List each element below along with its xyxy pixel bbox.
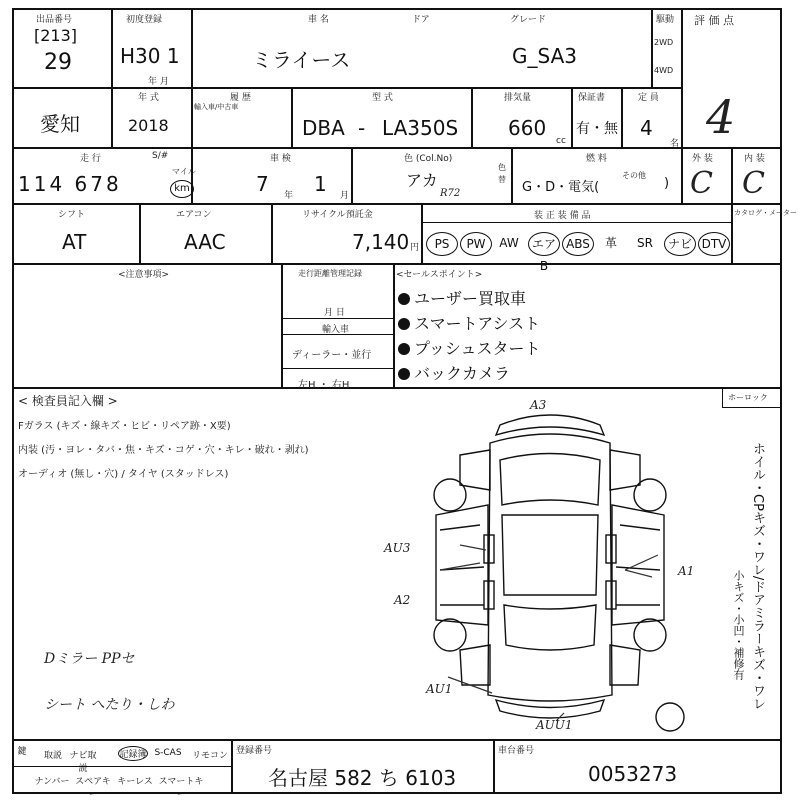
- chassis-value: 0053273: [588, 762, 678, 786]
- option-label: カタログ・メーター: [734, 209, 797, 217]
- mark-a2: A2: [394, 593, 411, 607]
- inspection-year: 7: [256, 172, 269, 196]
- warranty-value: 有・無: [576, 121, 618, 137]
- history-sub: 輸入車/中古車: [194, 103, 239, 111]
- equipment-label: 装 正 装 備 品: [534, 211, 591, 221]
- mileage-unit-km: km: [170, 180, 194, 198]
- notes-label: <注意事項>: [118, 270, 170, 280]
- remote-label: リモコン: [191, 751, 228, 761]
- inspection-title: < 検査員記入欄 >: [18, 394, 118, 408]
- region-value: 愛知: [40, 112, 80, 136]
- mileage-unit-label: S/#: [152, 151, 169, 161]
- first-reg-value: H30 1: [120, 44, 180, 68]
- record-divider-1: [282, 318, 394, 319]
- recycle-label: リサイクル預託金: [302, 210, 373, 220]
- equipment-item: ナビ: [664, 232, 696, 256]
- inspection-month: 1: [314, 172, 327, 196]
- inspection-line-2: 内装 (汚・ヨレ・タバ・焦・キズ・コゲ・穴・キレ・破れ・剥れ): [18, 445, 309, 456]
- ac-value: AAC: [184, 230, 226, 254]
- model-code: LA350S: [382, 116, 459, 140]
- hand-note-2: シート へたり・しわ: [44, 697, 175, 713]
- displacement-unit: cc: [556, 136, 566, 146]
- capacity-label: 定 員: [638, 93, 659, 103]
- ac-label: エアコン: [176, 210, 212, 220]
- scas-label: S-CAS: [154, 748, 182, 758]
- year-label: 年 式: [138, 93, 159, 103]
- record-divider-2: [282, 334, 394, 335]
- color-value: アカ: [406, 171, 438, 190]
- interior-label: 内 装: [744, 154, 765, 164]
- drive-2wd: 2WD: [654, 38, 674, 47]
- inspection-line-3: オーディオ (無し・穴) / タイヤ (スタッドレス): [18, 469, 229, 480]
- inspection-label: 車 検: [270, 154, 291, 164]
- mileage-unit-mile: マイル: [172, 167, 196, 176]
- grade-value: G_SA3: [512, 44, 577, 68]
- exterior-value: C: [690, 166, 713, 201]
- record-book-label: 記録簿: [118, 746, 148, 761]
- shift-value: AT: [62, 230, 87, 254]
- sales-point: スマートアシスト: [398, 311, 540, 334]
- door-label: ドア: [412, 15, 430, 25]
- inspection-line-1: Fガラス (キズ・線キズ・ヒビ・リペア跡・X要): [18, 421, 231, 432]
- mark-auu1: AUU1: [536, 718, 573, 732]
- score-value: 4: [706, 90, 736, 144]
- inspection-year-unit: 年: [284, 191, 294, 201]
- model-dash: -: [358, 116, 366, 140]
- equipment-item: 革: [604, 236, 617, 250]
- fuel-close: ): [664, 176, 670, 191]
- fuel-label: 燃 料: [586, 154, 607, 164]
- equipment-item: PS: [426, 232, 458, 256]
- side-note: ホイル・CPキズ・ワレ/ドアミラーキズ・ワレ: [750, 442, 765, 711]
- year-value: 2018: [128, 116, 169, 135]
- capacity-unit: 名: [670, 139, 680, 149]
- color-code: R72: [440, 188, 461, 199]
- handle-label: 左H ・ 右H: [298, 380, 350, 391]
- dealer-label: ディーラー・並行: [292, 350, 372, 361]
- reg-no-label: 登録番号: [236, 746, 273, 756]
- equipment-item: PW: [460, 232, 492, 256]
- notes-cell: [12, 264, 282, 388]
- manual-label: 取説: [43, 751, 62, 761]
- import-label: 輸入車: [322, 325, 350, 335]
- spare-key-label: スペアキー: [75, 777, 111, 800]
- color-sub: 色替: [498, 163, 506, 184]
- car-name: ミライース: [252, 48, 351, 72]
- capacity-value: 4: [640, 116, 653, 140]
- sales-point: プッシュスタート: [398, 336, 541, 359]
- shift-label: シフト: [58, 210, 86, 220]
- nav-manual-label: ナビ取説: [69, 751, 97, 774]
- lot-number: 29: [44, 50, 72, 75]
- equipment-item: AW: [499, 236, 519, 250]
- first-reg-unit: 年 月: [148, 77, 169, 87]
- equipment-item: SR: [637, 236, 653, 250]
- equipment-divider: [422, 222, 732, 223]
- car-name-label: 車 名: [308, 15, 329, 25]
- equipment-item: エアB: [528, 232, 560, 256]
- footer-flags-divider: [12, 766, 232, 767]
- lot-label: 出品番号: [36, 15, 73, 25]
- mark-a1: A1: [678, 564, 695, 578]
- chassis-label: 車台番号: [498, 746, 535, 756]
- score-label: 評 価 点: [694, 14, 734, 27]
- keys-label: 鍵: [17, 747, 27, 757]
- mileage-label: 走 行: [80, 154, 101, 164]
- mark-au1: AU1: [426, 682, 453, 696]
- color-label: 色 (Col.No): [404, 154, 453, 164]
- hand-note-1: Dミラー PPセ: [44, 651, 135, 667]
- interior-value: C: [742, 166, 765, 201]
- drive-label: 駆動: [656, 15, 675, 25]
- history-label: 履 歴: [230, 93, 251, 103]
- mark-a3: A3: [530, 398, 547, 412]
- grade-label: グレード: [510, 15, 547, 25]
- model-prefix: DBA: [302, 116, 345, 140]
- equipment-item: DTV: [698, 232, 730, 256]
- side-note-2: 小キズ・小凹・補修有: [732, 570, 745, 680]
- smartkey-label: スマートキー: [158, 777, 204, 800]
- inspection-month-unit: 月: [340, 191, 350, 201]
- first-reg-label: 初度登録: [126, 15, 163, 25]
- equipment-item: ABS: [562, 232, 594, 256]
- sales-point: ユーザー買取車: [398, 286, 526, 309]
- reg-no-value: 名古屋 582 ち 6103: [268, 766, 457, 790]
- mileage-record-label: 走行距離管理記録: [298, 269, 362, 278]
- drive-4wd: 4WD: [654, 66, 674, 75]
- displacement-value: 660: [508, 116, 547, 140]
- fuel-options: G・D・電気(: [522, 180, 600, 195]
- sales-label: <セールスポイント>: [396, 270, 483, 280]
- number-label: ナンバー: [34, 777, 70, 787]
- mileage-value: 114 678: [18, 172, 122, 196]
- lock-label: ホーロック: [728, 393, 768, 402]
- record-divider-3: [282, 368, 394, 369]
- fuel-other: その他: [622, 171, 646, 180]
- displacement-label: 排気量: [504, 93, 532, 103]
- warranty-label: 保証書: [578, 93, 606, 103]
- mark-au3: AU3: [384, 541, 411, 555]
- keyless-label: キーレス: [117, 777, 153, 787]
- recycle-value: 7,140: [352, 230, 410, 254]
- lot-code: [213]: [34, 26, 78, 45]
- recycle-unit: 円: [410, 243, 420, 253]
- exterior-label: 外 装: [692, 154, 713, 164]
- sales-point: バックカメラ: [398, 361, 510, 384]
- model-label: 型 式: [372, 93, 393, 103]
- month-label: 月 日: [324, 308, 345, 318]
